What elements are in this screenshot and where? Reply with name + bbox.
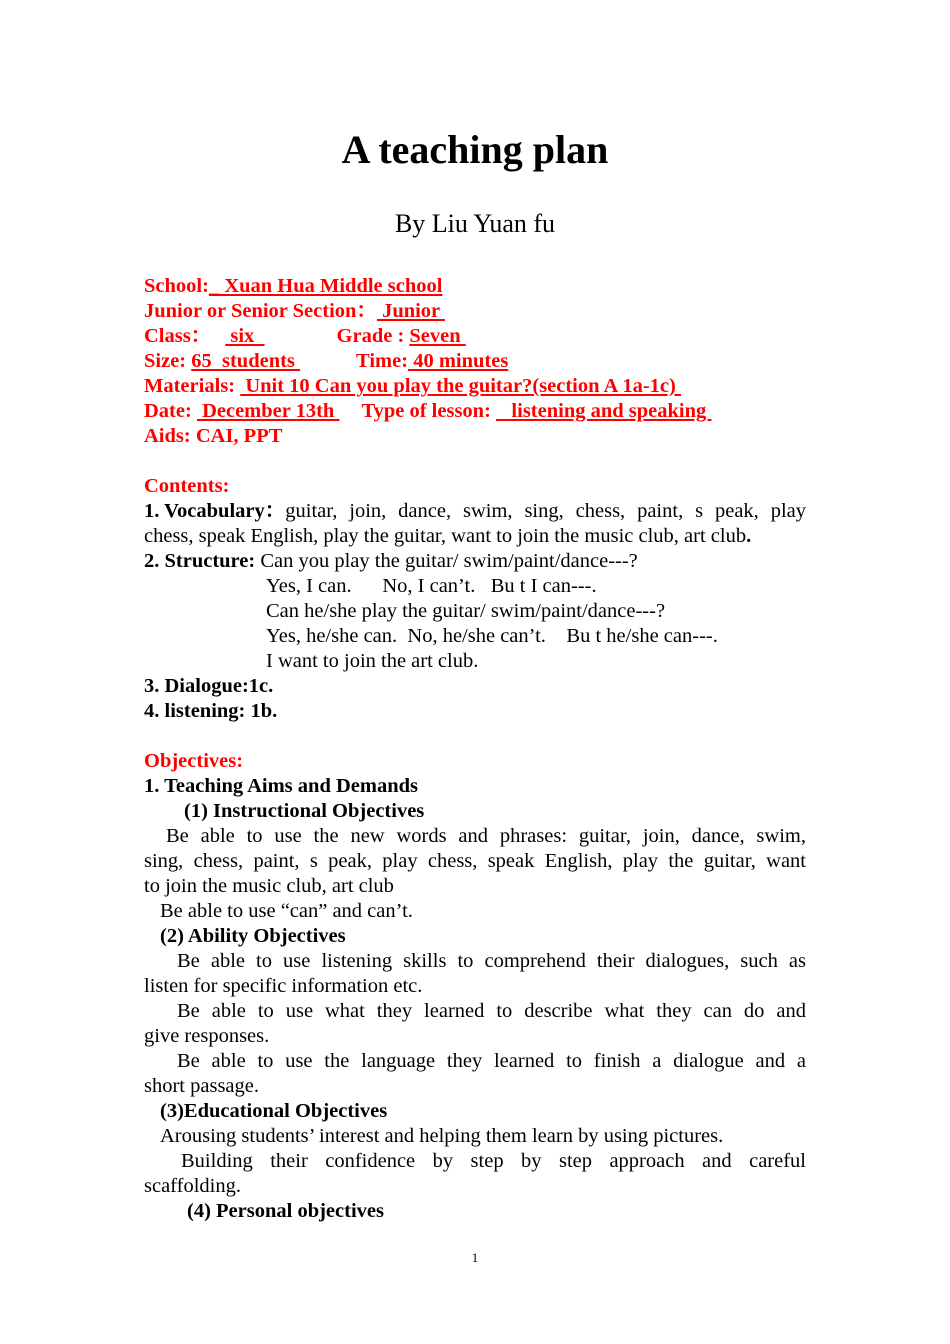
structure-sentence-1: Can you play the guitar/ swim/paint/dance---? <box>255 550 638 572</box>
vocabulary-line-2 <box>144 524 806 549</box>
ability-paragraph-1-line-2: listen for specific information etc. <box>144 975 423 997</box>
page-number: 1 <box>471 1250 479 1265</box>
structure-line-2: Yes, I can. No, I can’t. Bu t I can---. <box>266 575 597 597</box>
listening-line: 4. listening: 1b. <box>144 700 278 722</box>
vocabulary-words-2: chess, speak English, play the guitar, want to join the music club, art club <box>144 525 747 547</box>
time-value: 40 minutes <box>408 350 509 372</box>
size-time-line <box>144 349 806 374</box>
class-value: six <box>225 325 265 347</box>
lesson-type-value: listening and speaking <box>496 400 712 422</box>
section-value: Junior <box>376 300 445 322</box>
ability-paragraph-3-line-2: short passage. <box>144 1075 260 1097</box>
vocabulary-label: 1. Vocabulary： <box>144 500 286 522</box>
date-type-line <box>144 399 806 424</box>
dialogue-line: 3. Dialogue:1c. <box>144 675 274 697</box>
instructional-paragraph-line-2: sing, chess, paint, s peak, play chess, speak English, play the guitar, want <box>144 850 806 872</box>
structure-label: 2. Structure: <box>144 550 256 572</box>
educational-paragraph-2-line-1: Building their confidence by step by step approach and careful <box>181 1150 806 1172</box>
educational-paragraph-2-line-2: scaffolding. <box>144 1175 241 1197</box>
structure-line-4: Yes, he/she can. No, he/she can’t. Bu t he/she can---. <box>266 625 718 647</box>
section-label: Junior or Senior Section： <box>144 300 377 322</box>
author-byline: By Liu Yuan fu <box>394 209 556 238</box>
size-value: 65 students <box>191 350 301 372</box>
document-title: A teaching plan <box>341 127 609 172</box>
instructional-paragraph-line-1: Be able to use the new words and phrases: guitar, join, dance, swim, <box>166 825 806 847</box>
size-label: Size: <box>144 350 192 372</box>
vocabulary-line-1 <box>144 499 806 524</box>
ability-objectives-heading: (2) Ability Objectives <box>160 925 346 947</box>
time-label: Time: <box>356 350 409 372</box>
date-value: December 13th <box>196 400 340 422</box>
ability-paragraph-2-line-2: give responses. <box>144 1025 270 1047</box>
teaching-aims-heading: 1. Teaching Aims and Demands <box>144 775 418 797</box>
vocabulary-words-1: guitar, join, dance, swim, sing, chess, paint, s peak, play <box>285 500 806 522</box>
materials-label: Materials: <box>144 375 241 397</box>
materials-value: Unit 10 Can you play the guitar?(section A 1a-1c) <box>240 375 681 397</box>
ability-paragraph-2-line-1: Be able to use what they learned to describe what they can do and <box>177 1000 806 1022</box>
structure-line-1 <box>144 549 806 574</box>
class-label: Class： <box>144 325 212 347</box>
instructional-paragraph-line-3: to join the music club, art club <box>144 875 394 897</box>
school-line <box>144 274 806 299</box>
educational-objectives-heading: (3)Educational Objectives <box>160 1100 388 1122</box>
structure-line-5: I want to join the art club. <box>266 650 479 672</box>
structure-line-3: Can he/she play the guitar/ swim/paint/dance---? <box>266 600 666 622</box>
vocabulary-end: . <box>746 525 752 547</box>
grade-value: Seven <box>409 325 466 347</box>
lesson-type-label: Type of lesson: <box>361 400 497 422</box>
school-label: School: <box>144 275 209 297</box>
ability-paragraph-3-line-1: Be able to use the language they learned to finish a dialogue and a <box>177 1050 806 1072</box>
grade-label: Grade : <box>336 325 410 347</box>
date-label: Date: <box>144 400 197 422</box>
aids-line: Aids: CAI, PPT <box>144 425 283 447</box>
ability-paragraph-1-line-1: Be able to use listening skills to comprehend their dialogues, such as <box>177 950 806 972</box>
document-body <box>144 274 806 1224</box>
personal-objectives-heading: (4) Personal objectives <box>187 1200 384 1222</box>
instructional-objectives-heading: (1) Instructional Objectives <box>184 800 425 822</box>
class-grade-line <box>144 324 806 349</box>
contents-heading: Contents: <box>144 475 230 497</box>
materials-line <box>144 374 806 399</box>
objectives-heading: Objectives: <box>144 750 244 772</box>
educational-paragraph-1: Arousing students’ interest and helping them learn by using pictures. <box>160 1125 724 1147</box>
section-line <box>144 299 806 324</box>
school-value: _ Xuan Hua Middle school <box>208 275 443 297</box>
instructional-paragraph-2: Be able to use “can” and can’t. <box>160 900 413 922</box>
